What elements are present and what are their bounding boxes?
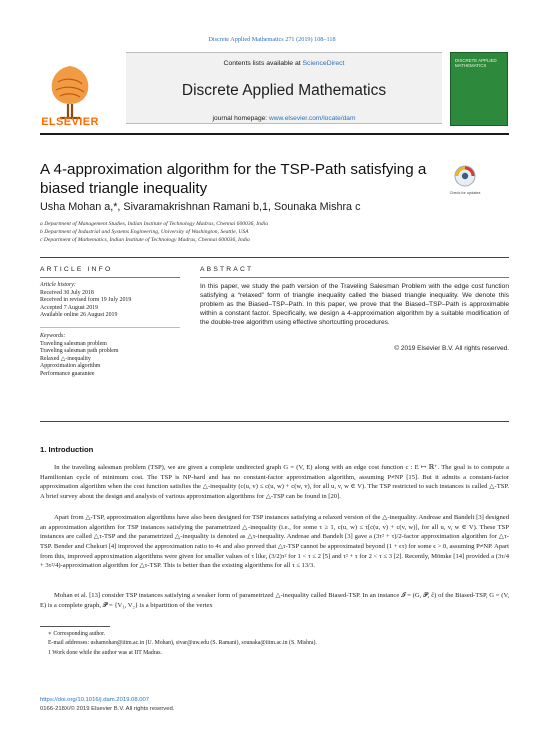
affiliation-a: a Department of Management Studies, Indian Institute of Technology Madras, Chennai 600036, India xyxy=(40,221,269,227)
affiliation-b: b Department of Industrial and Systems Engineering, University of Washington, Seattle, USA xyxy=(40,229,249,235)
journal-title: Discrete Applied Mathematics xyxy=(181,82,387,99)
elsevier-wordmark: ELSEVIER xyxy=(41,116,99,128)
section-heading-introduction: 1. Introduction xyxy=(40,445,94,454)
history-revised: Received in revised form 19 July 2019 xyxy=(40,297,132,304)
doi-link[interactable]: https://doi.org/10.1016/j.dam.2019.08.007 xyxy=(40,697,150,703)
intro-paragraph-1: In the traveling salesman problem (TSP), we are given a complete undirected graph G = (V, E) along with an edge cost function c : E ↦ ℝ⁺. The goal is to compute a Hamiltonian cycle of minimum cost. The TSP is NP-hard and has no constant-factor approximation algorithm, assuming P≠NP [15]. But it admits a constant-factor approximation algorithm when the cost function satisfies the △-inequality (c(u, v) ≤ c(u, w) + c(w, v), for all u, v, w ∈ V). The TSP restricted to such instances is called △-TSP. A brief survey about the design and analysis of various approximation algorithms for △-TSP can be found in [20]. xyxy=(40,464,509,500)
contents-prefix: Contents lists available at xyxy=(223,60,301,67)
homepage-prefix: journal homepage: xyxy=(212,115,268,122)
keyword-item: Traveling salesman path problem xyxy=(40,348,119,355)
abstract-divider xyxy=(200,277,509,278)
footnote-emails[interactable]: E-mail addresses: ushamohan@iitm.ac.in (U. Mohan), sivar@uw.edu (S. Ramani), sounaka@iitm.ac.in (S. Mishra). xyxy=(48,640,317,646)
keyword-item: Approximation algorithm xyxy=(40,363,101,370)
meta-divider xyxy=(40,257,509,258)
homepage-line xyxy=(126,115,442,122)
abstract-body: In this paper, we study the path version of the Traveling Salesman Problem with the edge cost function satisfying a “relaxed” form of triangle inequality called the biased triangle inequality. We denote this problem as the Biased–TSP–Path. In this paper, we prove that the Biased–TSP–Path is approximable within a constant factor. Specifically, we design a 4-approximation algorithm by a suitable modification of the double-tree algorithm using effective shortcutting procedures. xyxy=(200,283,509,326)
abstract-heading: ABSTRACT xyxy=(200,266,254,273)
sciencedirect-link[interactable]: ScienceDirect xyxy=(302,60,345,67)
keywords-divider xyxy=(40,327,180,328)
footnote-divider xyxy=(40,626,110,627)
keywords-block xyxy=(40,333,180,379)
history-accepted: Accepted 7 August 2019 xyxy=(40,304,99,311)
keywords-label: Keywords: xyxy=(40,333,66,339)
author-list: Usha Mohan a,*, Sivaramakrishnan Ramani b,1, Sounaka Mishra c xyxy=(40,201,361,213)
contents-line xyxy=(126,60,442,67)
abstract-copyright: © 2019 Elsevier B.V. All rights reserved. xyxy=(394,345,509,352)
article-title: A 4-approximation algorithm for the TSP-Path satisfying a biased triangle inequality xyxy=(40,161,427,197)
affiliation-c: c Department of Mathematics, Indian Institute of Technology Madras, Chennai 600036, India xyxy=(40,237,250,243)
keyword-item: Traveling salesman problem xyxy=(40,340,107,347)
header-divider xyxy=(40,133,509,135)
keyword-item: Relaxed △-inequality xyxy=(40,355,91,362)
article-info-divider xyxy=(40,277,180,278)
footnote-1: 1 Work done while the author was at IIT Madras. xyxy=(48,650,162,656)
body-divider xyxy=(40,421,509,422)
intro-paragraph-3: Mohan et al. [13] consider TSP instances satisfying a weaker form of parametrized △-inequality called Biased-TSP. In an instance 𝓘 = (G, 𝓟, ĉ) of the Biased-TSP, G = (V, E) is a complete graph, 𝓟 = {V₁, V₂} is a bipartition of the vertex xyxy=(40,592,509,609)
intro-paragraph-2: Apart from △-TSP, approximation algorithms have also been designed for TSP instances satisfying a relaxed version of the △-inequality. Andreae and Bandelt [3] designed an approximation algorithm for TSP instances satisfying the parametrized △-inequality (i.e., for some τ ≥ 1, c(u, w) ≤ τ[c(u, v) + c(v, w)], for all u, v, w ∈ V). These TSP instances are called △τ-TSP and the parametrized △-inequality is denoted as △τ-inequality. Andreae and Bandelt [3] gave a (3τ² + τ)/2-factor approximation algorithm for △τ-TSP. Bender and Chekuri [4] improved the approximation ratio to 4τ and also proved that △τ-TSP cannot be approximated beyond (1 + ϵτ) for some ϵ > 0, assuming P≠NP. Apart from this, improved approximation algorithms were given for smaller values of τ like, (3/2)τ² for 1 < τ ≤ 2 [5] and τ² + τ for 2 < τ ≤ 3 [2]. Recently, Mömke [14] provided a (3τ/4 + 3τ²/4)-approximation algorithm for △τ-TSP. This is better than the existing algorithms for all τ ≤ 13/3. xyxy=(40,514,509,570)
footnote-corresponding: ∗ Corresponding author. xyxy=(48,631,106,637)
check-for-updates-label[interactable]: Check for updates xyxy=(449,191,481,195)
history-received: Received 30 July 2018 xyxy=(40,289,94,296)
article-history xyxy=(40,282,180,320)
issn-copyright: 0166-218X/© 2019 Elsevier B.V. All rights reserved. xyxy=(40,706,175,712)
journal-reference-link[interactable]: Discrete Applied Mathematics 271 (2019) 108–118 xyxy=(208,36,336,43)
cover-title: DISCRETE APPLIED MATHEMATICS xyxy=(455,58,497,68)
history-online: Available online 26 August 2019 xyxy=(40,312,118,319)
keyword-item: Performance guarantee xyxy=(40,370,95,377)
history-label: Article history: xyxy=(40,282,76,288)
journal-homepage-link[interactable]: www.elsevier.com/locate/dam xyxy=(268,115,356,122)
article-info-heading: ARTICLE INFO xyxy=(40,266,113,273)
